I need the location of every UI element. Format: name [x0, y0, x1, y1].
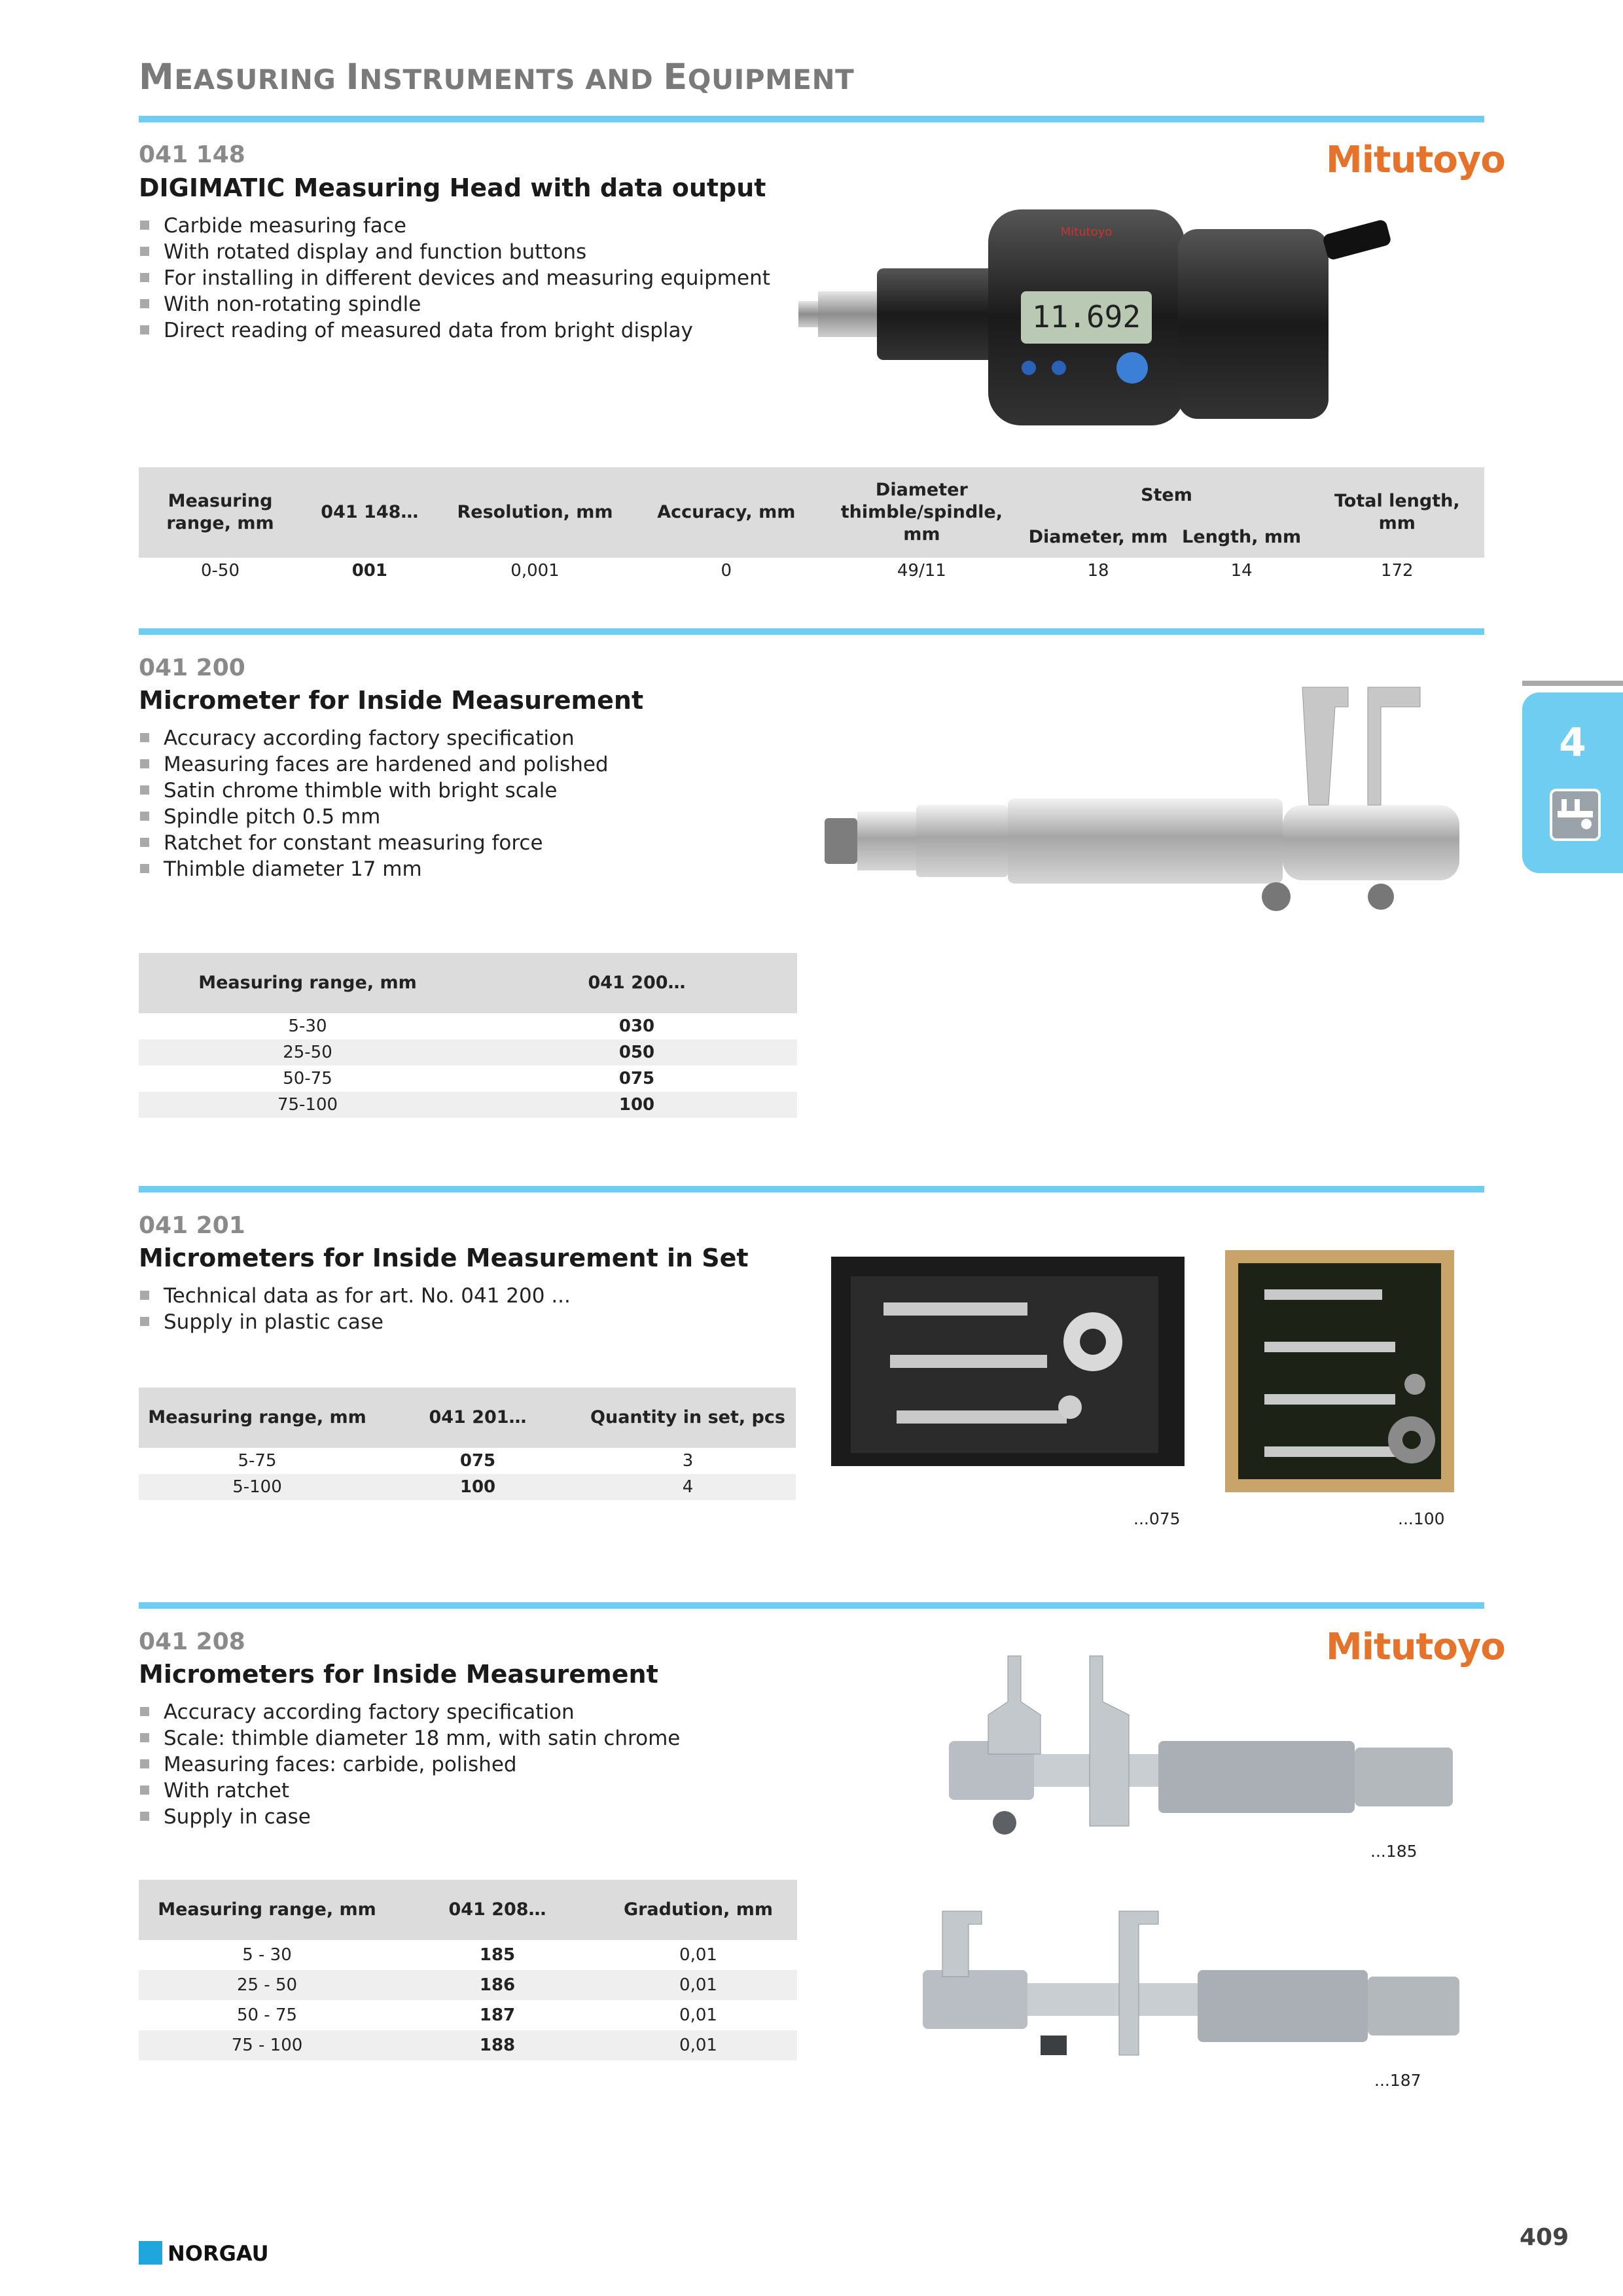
col-header: Accuracy, mm [632, 467, 820, 558]
table-cell: 5-75 [238, 1451, 277, 1471]
table-row [139, 1092, 797, 1118]
page-title: MEASURING INSTRUMENTS AND EQUIPMENT [139, 56, 855, 98]
feature-item: Spindle pitch 0.5 mm [140, 804, 609, 830]
bullet-square-icon [140, 759, 149, 768]
bullet-square-icon [140, 812, 149, 821]
footer-brand: NORGAU [168, 2241, 269, 2266]
col-header: Total length, mm [1310, 467, 1484, 558]
bullet-square-icon [140, 864, 149, 873]
table-row [139, 1066, 797, 1092]
feature-item: Supply in plastic case [140, 1309, 571, 1335]
product-2-art-no: 041 200 [139, 655, 245, 681]
table-cell: 0,01 [599, 2030, 797, 2060]
col-header: 041 148… [302, 467, 438, 558]
feature-item: Supply in case [140, 1804, 680, 1830]
section-tab-number: 4 [1559, 720, 1586, 766]
table-cell: 030 [618, 1016, 655, 1036]
product-1-art-no: 041 148 [139, 141, 245, 168]
table-cell: 50-75 [283, 1069, 332, 1088]
bullet-square-icon [140, 1733, 149, 1742]
product-4-features [140, 1699, 680, 1830]
table-row [139, 2030, 797, 2060]
mitutoyo-logo: Mitutoyo [1326, 139, 1505, 181]
table-cell: 075 [618, 1069, 655, 1088]
table-cell: 0,01 [679, 2005, 717, 2025]
bullet-square-icon [140, 273, 149, 282]
bullet-square-icon [140, 299, 149, 308]
col-header: 041 208… [395, 1880, 599, 1940]
product-4-spec-table [139, 1880, 797, 2060]
header-rule [139, 116, 1484, 122]
product-1-features [140, 213, 770, 344]
feature-item: Accuracy according factory specification [140, 725, 609, 751]
bullet-square-icon [140, 325, 149, 334]
product-2-title: Micrometer for Inside Measurement [139, 686, 644, 715]
table-cell: 5-30 [288, 1016, 327, 1036]
table-row [139, 1970, 797, 2000]
feature-item: Carbide measuring face [140, 213, 770, 239]
bullet-square-icon [140, 1291, 149, 1300]
table-cell: 4 [580, 1474, 796, 1500]
inside-micrometer-image [818, 681, 1472, 929]
table-cell: 172 [1380, 561, 1414, 581]
bullet-square-icon [140, 785, 149, 795]
set-case-100-image [1225, 1250, 1454, 1492]
bullet-square-icon [140, 733, 149, 742]
col-header: Stem [1023, 467, 1310, 517]
table-cell: 0,001 [510, 561, 560, 581]
section-rule [139, 1186, 1484, 1193]
table-cell: 0,01 [679, 1945, 717, 1965]
feature-item: Measuring faces are hardened and polished [140, 751, 609, 778]
product-2-features [140, 725, 609, 882]
feature-item: Scale: thimble diameter 18 mm, with satin chrome [140, 1725, 680, 1751]
feature-item: Thimble diameter 17 mm [140, 856, 609, 882]
col-header: Length, mm [1173, 517, 1310, 558]
col-header: Gradution, mm [599, 1880, 797, 1940]
col-header: Diameter, mm [1023, 517, 1173, 558]
caliper-icon [1550, 789, 1601, 841]
col-header: Measuring range, mm [139, 467, 302, 558]
display-brand: Mitutoyo [1060, 225, 1113, 239]
table-cell: 14 [1230, 561, 1253, 581]
table-cell: 5-100 [139, 1474, 376, 1500]
table-row [139, 2000, 797, 2030]
feature-item: Satin chrome thimble with bright scale [140, 778, 609, 804]
section-rule [139, 628, 1484, 635]
product-1-title: DIGIMATIC Measuring Head with data output [139, 173, 766, 202]
table-cell: 25 - 50 [139, 1970, 395, 2000]
col-header: 041 201… [376, 1388, 580, 1448]
bullet-square-icon [140, 1785, 149, 1795]
feature-item: Accuracy according factory specification [140, 1699, 680, 1725]
table-cell: 49/11 [897, 561, 946, 581]
feature-item: With rotated display and function buttons [140, 239, 770, 265]
table-cell: 18 [1087, 561, 1109, 581]
col-header: 041 200… [476, 953, 797, 1013]
table-cell: 001 [351, 561, 387, 581]
product-4-title: Micrometers for Inside Measurement [139, 1660, 658, 1689]
feature-item: Technical data as for art. No. 041 200 ... [140, 1283, 571, 1309]
feature-item: For installing in different devices and measuring equipment [140, 265, 770, 291]
feature-item: Measuring faces: carbide, polished [140, 1751, 680, 1778]
bullet-square-icon [140, 221, 149, 230]
bullet-square-icon [140, 247, 149, 256]
feature-item: Ratchet for constant measuring force [140, 830, 609, 856]
table-row [139, 1013, 797, 1039]
table-cell: 075 [459, 1451, 496, 1471]
product-4-art-no: 041 208 [139, 1628, 245, 1655]
display-reading: 11.692 [1031, 299, 1141, 334]
product-3-features [140, 1283, 571, 1335]
product-3-spec-table [139, 1388, 796, 1500]
feature-item: With ratchet [140, 1778, 680, 1804]
product-3-title: Micrometers for Inside Measurement in Set [139, 1244, 749, 1272]
image-caption-187: ...187 [1374, 2071, 1421, 2090]
table-cell: 25-50 [139, 1039, 476, 1066]
brand-square-icon [139, 2241, 162, 2265]
table-cell: 188 [395, 2030, 599, 2060]
product-3-art-no: 041 201 [139, 1212, 245, 1239]
table-row [139, 1474, 796, 1500]
bullet-square-icon [140, 1812, 149, 1821]
col-header: Quantity in set, pcs [580, 1388, 796, 1448]
inside-micrometer-187-image [916, 1898, 1466, 2068]
section-tab-bar [1522, 681, 1623, 686]
table-cell: 100 [476, 1092, 797, 1118]
table-cell: 50 - 75 [236, 2005, 298, 2025]
table-cell: 3 [682, 1451, 694, 1471]
table-cell: 187 [479, 2005, 516, 2025]
section-rule [139, 1602, 1484, 1609]
image-caption-185: ...185 [1370, 1842, 1418, 1861]
table-row [139, 1940, 797, 1970]
inside-micrometer-185-image [942, 1649, 1466, 1846]
bullet-square-icon [140, 1759, 149, 1768]
table-row [139, 558, 1484, 584]
digimatic-head-image [785, 196, 1479, 445]
table-cell: 186 [395, 1970, 599, 2000]
table-row [139, 1039, 797, 1066]
col-header: Measuring range, mm [139, 953, 476, 1013]
table-cell: 75-100 [139, 1092, 476, 1118]
product-1-spec-table [139, 467, 1484, 584]
table-cell: 0-50 [201, 561, 240, 581]
table-row [139, 1448, 796, 1474]
page-number: 409 [1520, 2224, 1569, 2251]
mitutoyo-logo: Mitutoyo [1326, 1626, 1505, 1668]
table-cell: 050 [476, 1039, 797, 1066]
col-header: Resolution, mm [438, 467, 633, 558]
product-2-spec-table [139, 953, 797, 1118]
bullet-square-icon [140, 838, 149, 847]
bullet-square-icon [140, 1707, 149, 1716]
col-header: Measuring range, mm [139, 1880, 395, 1940]
table-cell: 5 - 30 [242, 1945, 292, 1965]
col-header: Diameter thimble/spindle, mm [820, 467, 1023, 558]
table-cell: 0,01 [599, 1970, 797, 2000]
feature-item: Direct reading of measured data from bright display [140, 317, 770, 344]
table-cell: 75 - 100 [139, 2030, 395, 2060]
table-cell: 185 [479, 1945, 516, 1965]
table-cell: 0 [721, 561, 732, 581]
feature-item: With non-rotating spindle [140, 291, 770, 317]
image-caption-075: ...075 [1133, 1509, 1181, 1528]
table-cell: 100 [376, 1474, 580, 1500]
col-header: Measuring range, mm [139, 1388, 376, 1448]
set-case-075-image [831, 1257, 1198, 1473]
bullet-square-icon [140, 1317, 149, 1326]
image-caption-100: ...100 [1398, 1509, 1445, 1528]
